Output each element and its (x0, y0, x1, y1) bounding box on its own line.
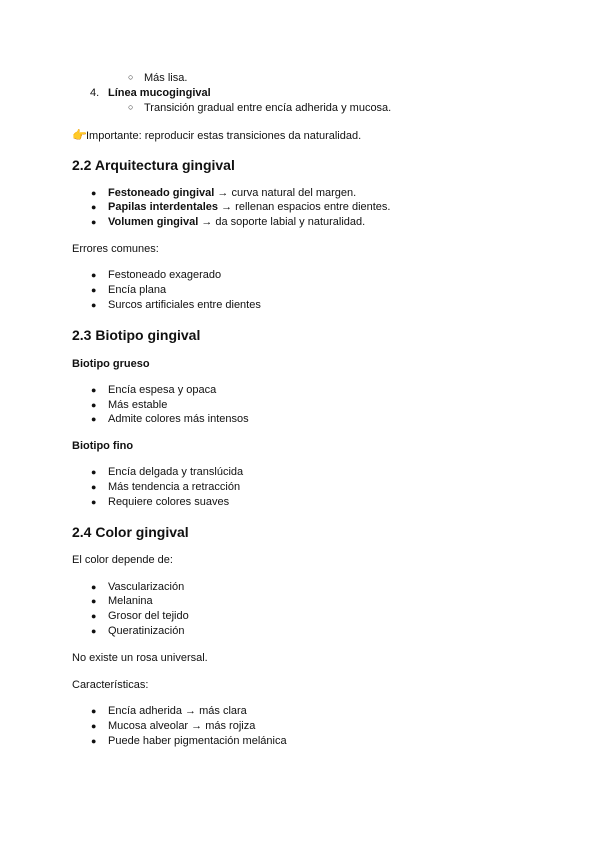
disc-bullet-icon: ● (91, 385, 97, 395)
list-item: Festoneado gingival → curva natural del margen. (108, 187, 357, 199)
disc-bullet-icon: ● (91, 482, 97, 492)
list-item: Vascularización (108, 581, 185, 593)
disc-bullet-icon: ● (91, 497, 97, 507)
subsection-heading: Biotipo grueso (72, 358, 150, 370)
list-item: Encía delgada y translúcida (108, 466, 244, 478)
disc-bullet-icon: ● (91, 400, 97, 410)
disc-bullet-icon: ● (91, 611, 97, 621)
list-item: Grosor del tejido (108, 610, 189, 622)
list-item: Encía espesa y opaca (108, 384, 217, 396)
list-subitem: Más lisa. (144, 72, 188, 84)
circle-bullet-icon: ○ (128, 102, 134, 112)
list-item: Encía adherida → más clara (108, 705, 247, 717)
paragraph: Errores comunes: (72, 243, 159, 255)
list-item: Más tendencia a retracción (108, 481, 241, 493)
paragraph: Características: (72, 679, 149, 691)
disc-bullet-icon: ● (91, 202, 97, 212)
paragraph: El color depende de: (72, 554, 173, 566)
disc-bullet-icon: ● (91, 300, 97, 310)
disc-bullet-icon: ● (91, 736, 97, 746)
list-item: Queratinización (108, 625, 185, 637)
list-item: Festoneado exagerado (108, 269, 222, 281)
section-heading: 2.2 Arquitectura gingival (72, 157, 235, 173)
paragraph: No existe un rosa universal. (72, 652, 208, 664)
important-note (72, 128, 361, 143)
disc-bullet-icon: ● (91, 467, 97, 477)
list-subitem: Transición gradual entre encía adherida y mucosa. (144, 102, 392, 114)
pointing-hand-icon: 👉 (72, 128, 87, 142)
disc-bullet-icon: ● (91, 596, 97, 606)
list-item: Admite colores más intensos (108, 413, 249, 425)
disc-bullet-icon: ● (91, 188, 97, 198)
list-item: Melanina (108, 595, 153, 607)
section-heading: 2.3 Biotipo gingival (72, 327, 201, 343)
list-item: Volumen gingival → da soporte labial y naturalidad. (108, 216, 366, 228)
list-item: Requiere colores suaves (108, 496, 230, 508)
disc-bullet-icon: ● (91, 706, 97, 716)
list-item: Más estable (108, 399, 168, 411)
section-heading: 2.4 Color gingival (72, 524, 189, 540)
list-number: 4. (90, 87, 100, 99)
important-text: Importante: reproducir estas transiciones da naturalidad. (86, 130, 362, 142)
disc-bullet-icon: ● (91, 414, 97, 424)
list-item-title: Línea mucogingival (108, 87, 211, 99)
disc-bullet-icon: ● (91, 217, 97, 227)
list-item: Puede haber pigmentación melánica (108, 735, 287, 747)
disc-bullet-icon: ● (91, 582, 97, 592)
disc-bullet-icon: ● (91, 285, 97, 295)
subsection-heading: Biotipo fino (72, 440, 134, 452)
disc-bullet-icon: ● (91, 721, 97, 731)
disc-bullet-icon: ● (91, 270, 97, 280)
list-item: Surcos artificiales entre dientes (108, 299, 261, 311)
list-item: Mucosa alveolar → más rojiza (108, 720, 256, 732)
list-item: Papilas interdentales → rellenan espacios entre dientes. (108, 201, 391, 213)
list-item: Encía plana (108, 284, 167, 296)
circle-bullet-icon: ○ (128, 72, 134, 82)
disc-bullet-icon: ● (91, 626, 97, 636)
